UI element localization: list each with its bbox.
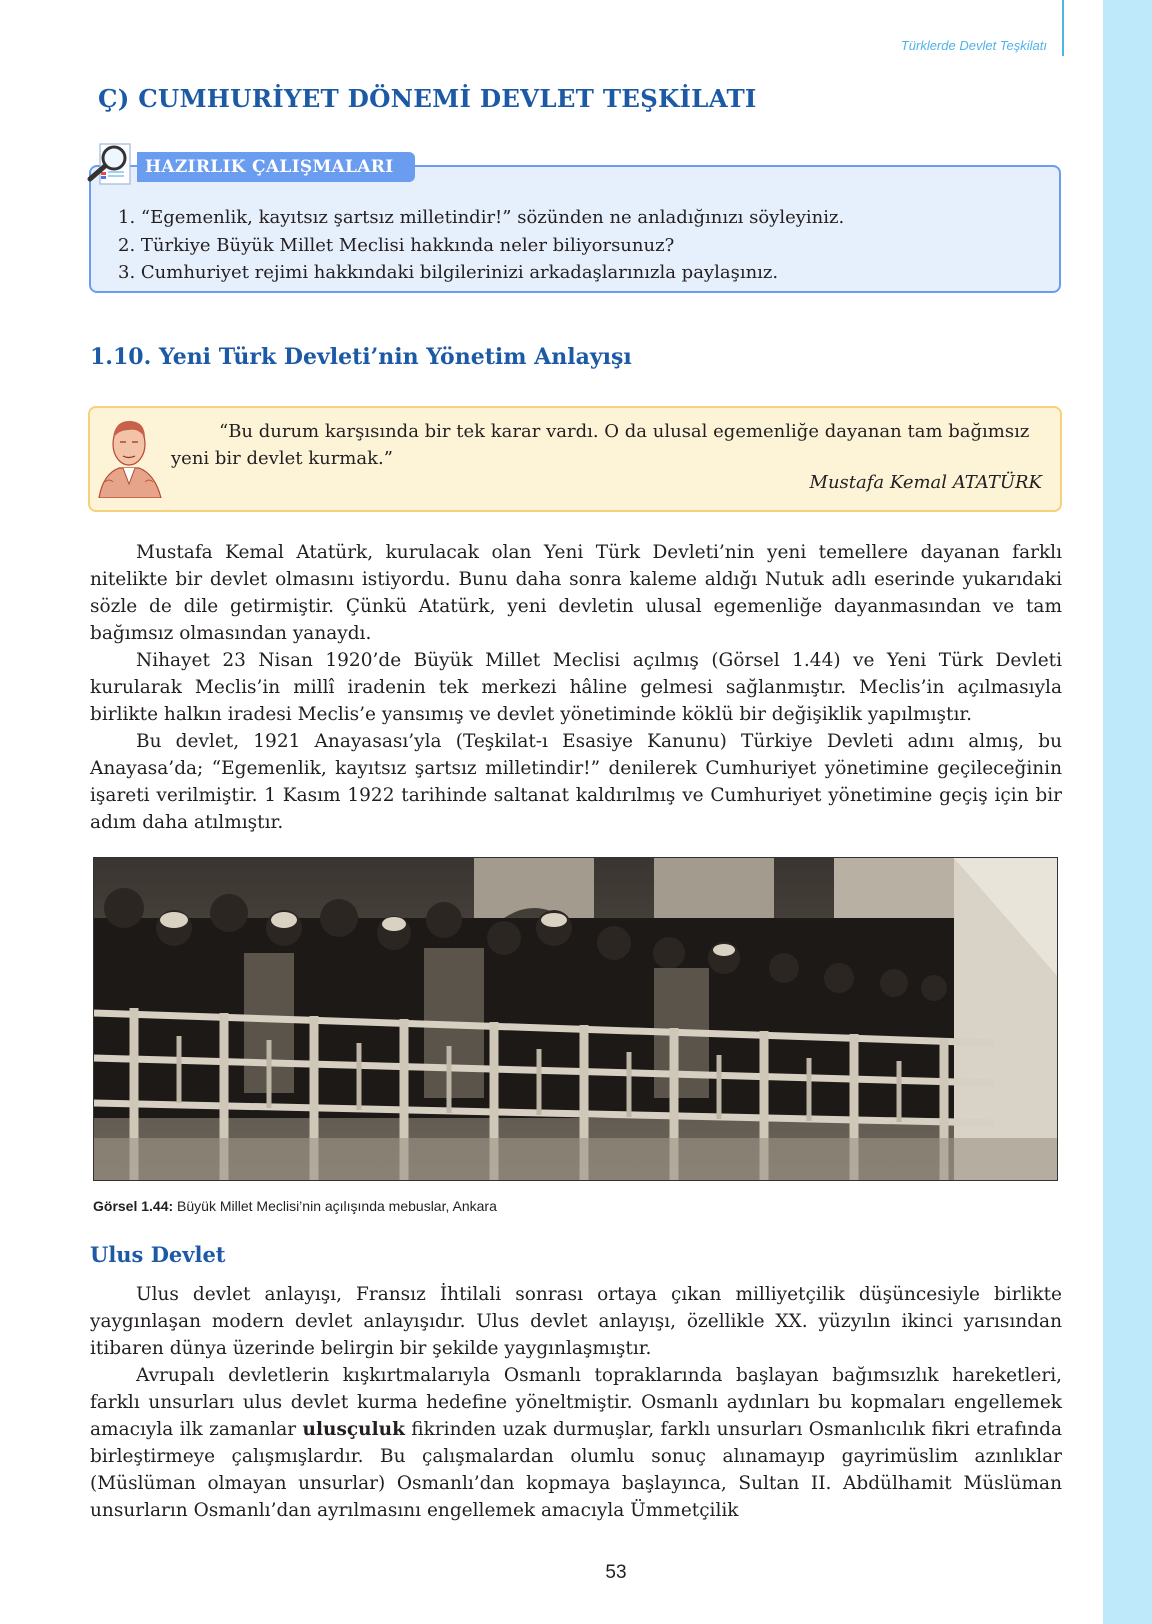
key-term: ulusçuluk [302, 1419, 405, 1440]
prep-item: 2. Türkiye Büyük Millet Meclisi hakkında neler biliyorsunuz? [118, 234, 675, 256]
figure-caption-text: Büyük Millet Meclisi’nin açılışında mebuslar, Ankara [173, 1198, 497, 1214]
figure-caption [93, 1198, 497, 1214]
paragraph: Bu devlet, 1921 Anayasası’yla (Teşkilat-ı Esasiye Kanunu) Türkiye Devleti adını almış, bu Anayasa’da; “Egemenlik, kayıtsız şartsız milletindir!” denilerek Cumhuriyet yönetimine geçileceğinin işareti verilmiştir. 1 Kasım 1922 tarihinde saltanat kaldırılmış ve Cumhuriyet yönetimine geçiş için bir adım daha atılmıştır. [90, 731, 1062, 833]
photo-illustration [94, 858, 1058, 1181]
magnifier-icon [86, 142, 138, 192]
quote-text: “Bu durum karşısında bir tek karar vardı. O da ulusal egemenliğe dayanan tam bağımsız yeni bir devlet kurmak.” [171, 421, 1030, 469]
prep-tab-label: HAZIRLIK ÇALIŞMALARI [145, 157, 394, 177]
ataturk-portrait-illustration [89, 408, 167, 498]
running-head: Türklerde Devlet Teşkilatı [900, 38, 1047, 53]
body-text-1 [90, 539, 1062, 836]
paragraph-text: Avrupalı devletlerin kışkırtmalarıyla Osmanlı topraklarında başlayan bağımsızlık hareketleri, farklı unsurları ulus devlet kurma hedefine yöneltmiştir. Osmanlı aydınları bu kopmaları engellemek amacıyla ilk zamanlar [90, 1365, 1062, 1440]
prep-item: 3. Cumhuriyet rejimi hakkındaki bilgilerinizi arkadaşlarınızla paylaşınız. [118, 262, 779, 283]
assembly-opening-photo [93, 857, 1058, 1181]
body-text-2 [90, 1281, 1062, 1524]
quote-author: Mustafa Kemal ATATÜRK [809, 472, 1042, 493]
prep-list [118, 204, 844, 287]
sub-heading: Ulus Devlet [90, 1242, 226, 1267]
figure-label: Görsel 1.44: [93, 1198, 174, 1214]
page-number: 53 [605, 1562, 627, 1583]
prep-item: 1. “Egemenlik, kayıtsız şartsız milletindir!” sözünden ne anladığınızı söyleyiniz. [118, 207, 845, 228]
paragraph: Ulus devlet anlayışı, Fransız İhtilali sonrası ortaya çıkan milliyetçilik düşüncesiyle birlikte yaygınlaşan modern devlet anlayışıdır. Ulus devlet anlayışı, özellikle XX. yüzyılın ikinci yarısından itibaren dünya üzerinde belirgin bir şekilde yaygınlaşmıştır. [90, 1284, 1062, 1359]
side-strip [1103, 0, 1152, 1624]
prep-tab [137, 152, 415, 182]
section-heading: 1.10. Yeni Türk Devleti’nin Yönetim Anlayışı [90, 344, 632, 370]
paragraph: Nihayet 23 Nisan 1920’de Büyük Millet Meclisi açılmış (Görsel 1.44) ve Yeni Türk Devleti kurularak Meclis’in millî iradenin tek merkezi hâline gelmesi sağlanmıştır. Meclis’in açılmasıyla birlikte halkın iradesi Meclis’e yansımış ve devlet yönetiminde köklü bir değişiklik yapılmıştır. [90, 650, 1062, 725]
paragraph [90, 1362, 1062, 1524]
paragraph: Mustafa Kemal Atatürk, kurulacak olan Yeni Türk Devleti’nin yeni temellere dayanan farklı nitelikte bir devlet olmasını istiyordu. Bunu daha sonra kaleme aldığı Nutuk adlı eserinde yukarıdaki sözle de dile getirmiştir. Çünkü Atatürk, yeni devletin ulusal egemenliğe dayanmasından ve tam bağımsız olmasından yanaydı. [90, 542, 1062, 644]
paragraph-text: fikrinden uzak durmuşlar, farklı unsurları Osmanlıcılık fikri etrafında birleştirmeye çalışmışlardır. Bu çalışmalardan olumlu sonuç alınamayıp gayrimüslim azınlıklar (Müslüman olmayan unsurlar) Osmanlı’dan kopmaya başlayınca, Sultan II. Abdülhamit Müslüman unsurların Osmanlı’dan ayrılmasını engellemek amacıyla Ümmetçilik [90, 1419, 1063, 1521]
header-rule [1062, 0, 1064, 56]
chapter-title: Ç) CUMHURİYET DÖNEMİ DEVLET TEŞKİLATI [98, 84, 757, 113]
